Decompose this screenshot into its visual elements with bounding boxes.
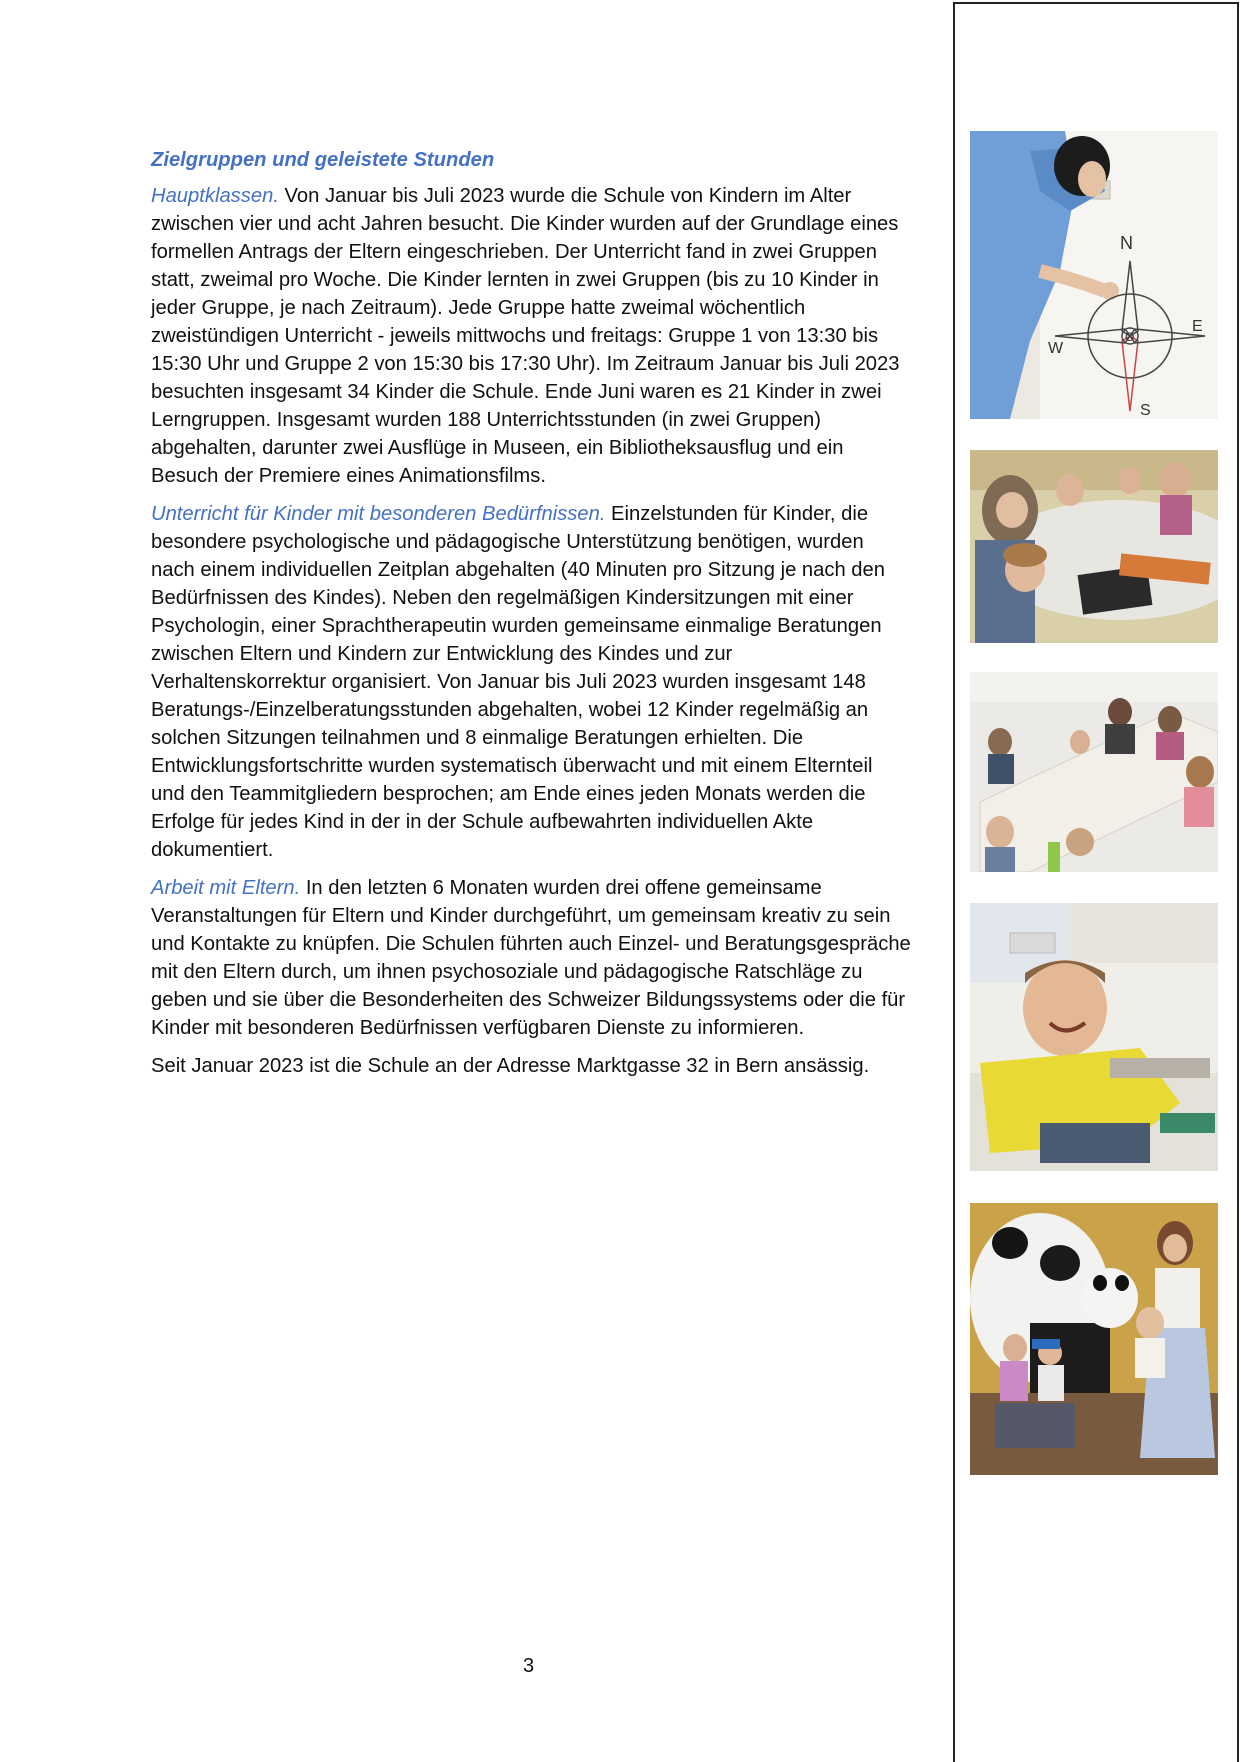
photo-classroom-group	[970, 672, 1218, 872]
paragraph-lead: Unterricht für Kinder mit besonderen Bedürfnissen.	[151, 503, 606, 525]
paragraph-arbeit-mit-eltern	[151, 874, 911, 1042]
photo-panda-visit	[970, 1203, 1218, 1475]
section-heading: Zielgruppen und geleistete Stunden	[151, 149, 495, 171]
paragraph-lead: Hauptklassen.	[151, 185, 279, 207]
compass-label-w: W	[1048, 340, 1064, 357]
compass-label-n: N	[1120, 233, 1133, 253]
photo-smiling-boy	[970, 903, 1218, 1171]
photo-compass-drawing	[970, 131, 1218, 419]
compass-label-s: S	[1140, 402, 1151, 419]
paragraph-besondere-beduerfnisse	[151, 500, 911, 864]
compass-label-e: E	[1192, 318, 1203, 335]
page-number: 3	[522, 1655, 535, 1677]
paragraph-text: Von Januar bis Juli 2023 wurde die Schule von Kindern im Alter zwischen vier und acht Jahren besucht. Die Kinder wurden auf der Grundlage eines formellen Antrags der Eltern eingeschrieben. Der Unterricht fand in zwei Gruppen statt, zweimal pro Woche. Die Kinder lernten in zwei Gruppen (bis zu 10 Kinder in jeder Gruppe, je nach Zeitraum). Jede Gruppe hatte zweimal wöchentlich zweistündigen Unterricht - jeweils mittwochs und freitags: Gruppe 1 von 13:30 bis 15:30 Uhr und Gruppe 2 von 15:30 bis 17:30 Uhr). Im Zeitraum Januar bis Juli 2023 besuchten insgesamt 34 Kinder die Schule. Ende Juni waren es 21 Kinder in zwei Lerngruppen. Insgesamt wurden 188 Unterrichtsstunden (in zwei Gruppen) abgehalten, darunter zwei Ausflüge in Museen, ein Bibliotheksausflug und ein Besuch der Premiere eines Animationsfilms.	[151, 185, 900, 487]
paragraph-text: Seit Januar 2023 ist die Schule an der Adresse Marktgasse 32 in Bern ansässig.	[151, 1055, 870, 1077]
paragraph-text: In den letzten 6 Monaten wurden drei offene gemeinsame Veranstaltungen für Eltern und Kinder durchgeführt, um gemeinsam kreativ zu sein und Kontakte zu knüpfen. Die Schulen führten auch Einzel- und Beratungsgespräche mit den Eltern durch, um ihnen psychosoziale und pädagogische Ratschläge zu geben und sie über die Besonderheiten des Schweizer Bildungssystems oder die für Kinder mit besonderen Bedürfnissen verfügbaren Dienste zu informieren.	[151, 877, 911, 1039]
paragraph-text: Einzelstunden für Kinder, die besondere psychologische und pädagogische Unterstützung benötigen, wurden nach einem individuellen Zeitplan abgehalten (40 Minuten pro Sitzung je nach den Bedürfnissen des Kindes). Neben den regelmäßigen Kindersitzungen mit einer Psychologin, einer Sprachtherapeutin wurden gemeinsame einmalige Beratungen zwischen Eltern und Kindern zur Entwicklung des Kindes und zur Verhaltenskorrektur organisiert. Von Januar bis Juli 2023 wurden insgesamt 148 Beratungs-/Einzelberatungsstunden abgehalten, wobei 12 Kinder regelmäßig an solchen Sitzungen teilnahmen und 8 einmalige Beratungen erhielten. Die Entwicklungsfortschritte wurden systematisch überwacht und mit einem Elternteil und den Teammitgliedern besprochen; am Ende eines jeden Monats werden die Erfolge für jedes Kind in der in der Schule aufbewahrten individuellen Akte dokumentiert.	[151, 503, 885, 861]
photo-children-drawing	[970, 450, 1218, 643]
compass-label-center: O	[1125, 330, 1135, 344]
paragraph-adresse	[151, 1052, 911, 1080]
main-text-column	[151, 146, 911, 1090]
paragraph-hauptklassen	[151, 182, 911, 490]
paragraph-lead: Arbeit mit Eltern.	[151, 877, 301, 899]
